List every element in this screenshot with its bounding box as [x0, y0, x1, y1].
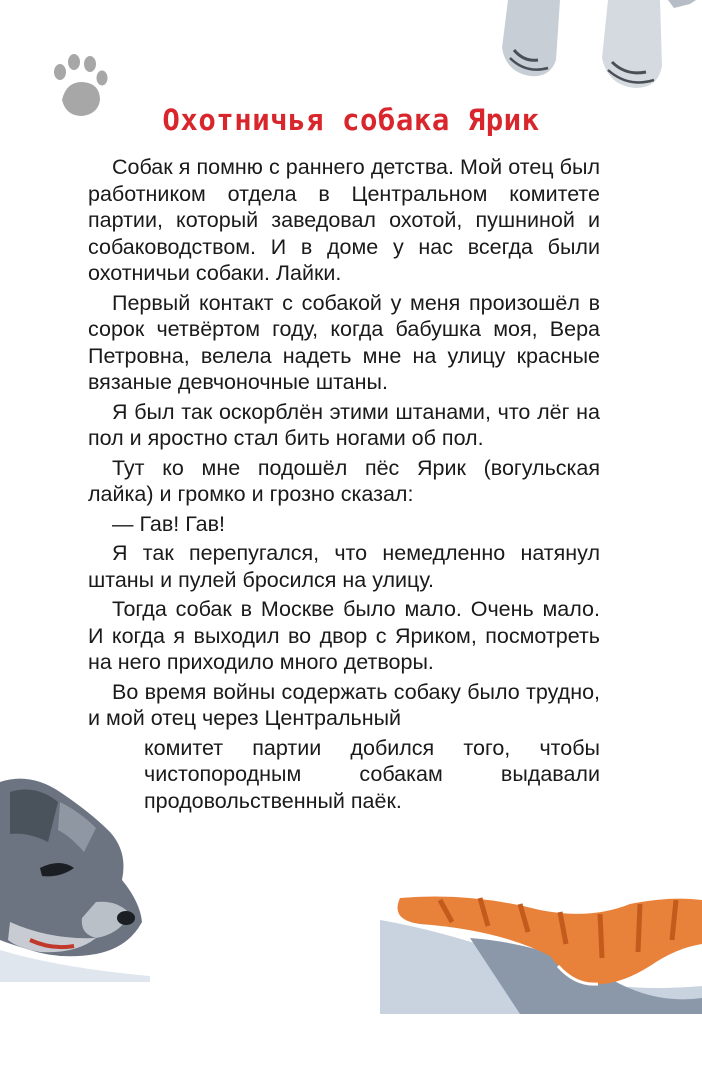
paragraph: Тогда собак в Москве было мало. Очень мало. И когда я выходил во двор с Яриком, посмотреть на него приходило много детворы.	[88, 597, 600, 674]
dog-paws-illustration	[490, 0, 702, 92]
page-title: Охотничья собака Ярик	[162, 103, 540, 137]
paragraph: Во время войны содержать собаку было трудно, и мой отец через Центральный	[88, 679, 600, 730]
paragraph: Собак я помню с раннего детства. Мой отец был работником отдела в Центральном комитете партии, который заведовал охотой, пушниной и собаководством. И в доме у нас всегда были охотничьи собаки. Лайки.	[88, 155, 600, 285]
paragraph: Я был так оскорблён этими штанами, что лёг на пол и яростно стал бить ногами об пол.	[88, 399, 600, 450]
paragraph: комитет партии добился того, чтобы чистопородным собакам выдавали продовольственный паёк.	[144, 735, 600, 813]
paragraph: Я так перепугался, что немедленно натянул штаны и пулей бросился на улицу.	[88, 541, 600, 592]
dog-head-illustration	[0, 772, 150, 982]
paragraph: Первый контакт с собакой у меня произошёл в сорок четвёртом году, когда бабушка моя, Вера Петровна, велела надеть мне на улицу красные вязаные девчоночные штаны.	[88, 290, 600, 394]
paragraph: — Гав! Гав!	[112, 511, 226, 536]
cat-paw-illustration	[380, 874, 702, 1014]
paragraph: Тут ко мне подошёл пёс Ярик (вогульская лайка) и громко и грозно сказал:	[88, 455, 600, 506]
story-text	[88, 154, 600, 817]
